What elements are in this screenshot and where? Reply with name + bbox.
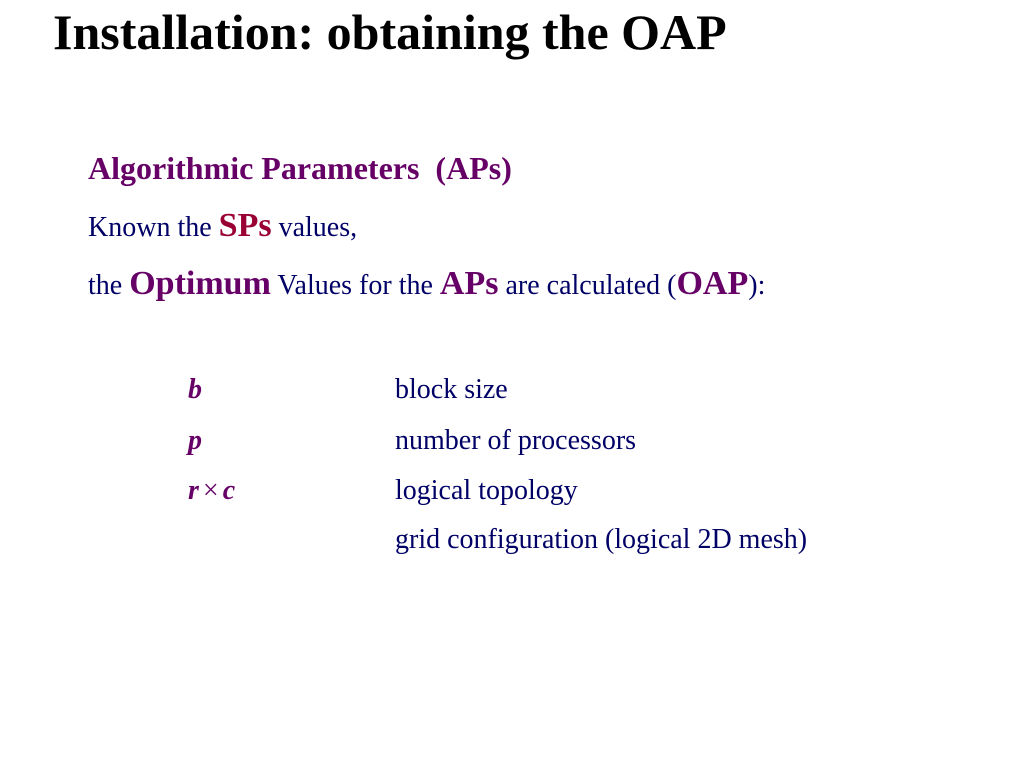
known-sps-line: [88, 204, 357, 250]
param-desc-topology: logical topology: [395, 475, 578, 506]
section-heading: Algorithmic Parameters (APs): [88, 150, 512, 186]
line1-prefix: Known the: [88, 212, 212, 243]
optimum-emphasis: Optimum: [129, 265, 271, 302]
line1-suffix: values,: [278, 212, 358, 243]
optimum-values-line: [88, 262, 765, 308]
param-symbol-r-times-c: [188, 471, 235, 511]
param-row-block-size: [0, 370, 1024, 410]
param-row-topology: [0, 471, 1024, 511]
times-operator: ×: [202, 475, 219, 506]
param-row-grid-config: [0, 520, 1024, 560]
param-symbol-p: p: [188, 425, 202, 456]
param-symbol-c: c: [222, 475, 236, 506]
line2-part4: ):: [748, 270, 766, 301]
line2-part1: the: [88, 270, 123, 301]
param-symbol-r: r: [188, 475, 199, 506]
param-desc-block-size: block size: [395, 374, 508, 405]
aps-emphasis: APs: [439, 265, 499, 302]
param-row-processors: [0, 421, 1024, 461]
sps-emphasis: SPs: [218, 207, 272, 244]
param-desc-grid-config: grid configuration (logical 2D mesh): [395, 524, 808, 555]
oap-emphasis: OAP: [676, 265, 749, 302]
line2-part3: are calculated (: [505, 270, 677, 301]
param-symbol-b: b: [188, 374, 202, 405]
line2-part2: Values for the: [277, 270, 433, 301]
param-desc-processors: number of processors: [395, 425, 637, 456]
slide-title: Installation: obtaining the OAP: [53, 4, 727, 60]
